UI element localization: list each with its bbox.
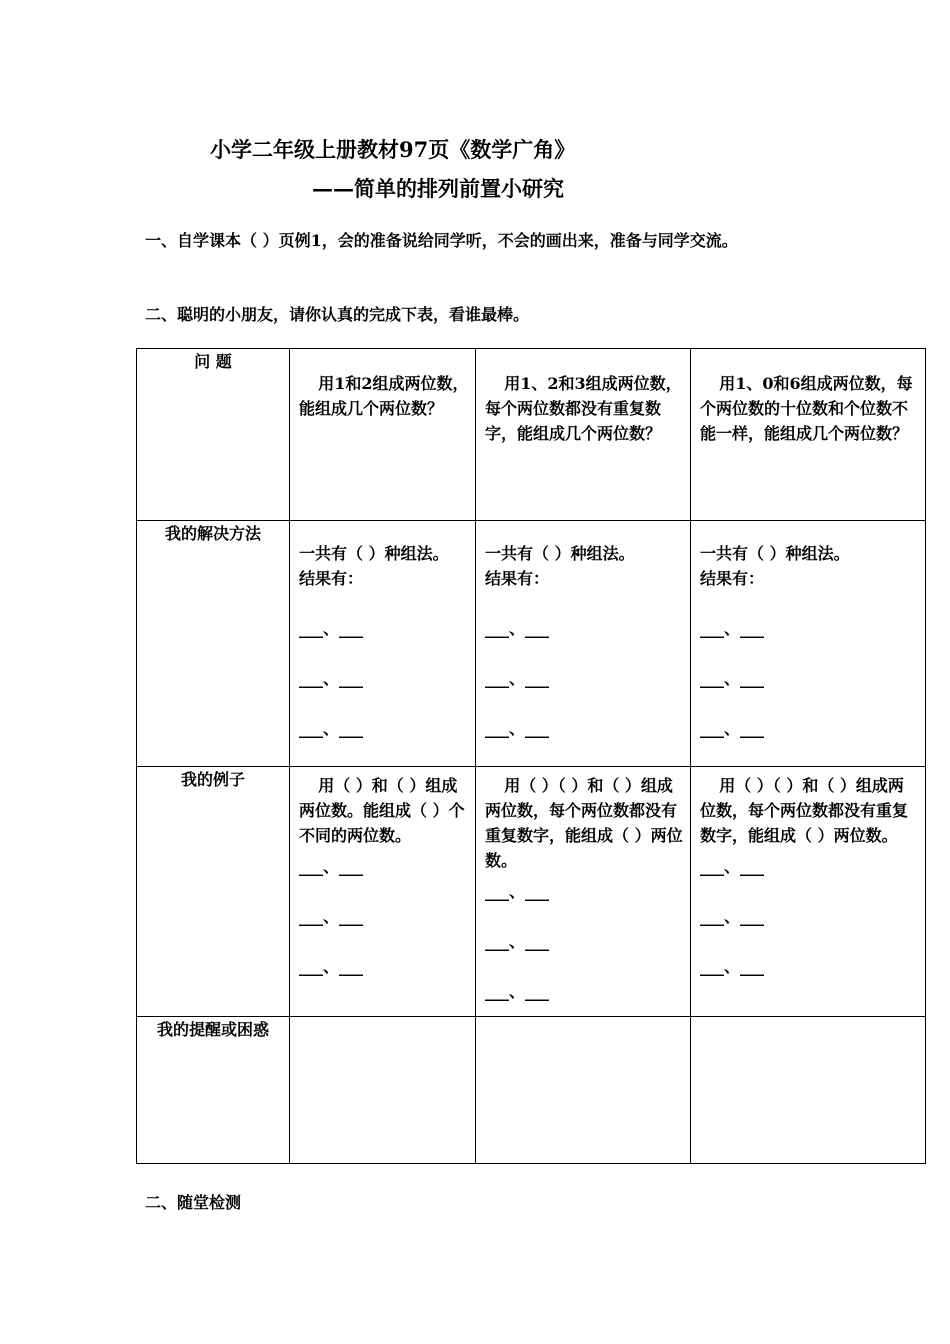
answer-blank[interactable]: ___、___ [485,669,550,688]
answer-blank[interactable]: ___、___ [299,619,364,638]
answer-blank[interactable]: ___、___ [299,857,364,876]
section-table-instruction: 二、聪明的小朋友，请你认真的完成下表，看谁最棒。 [145,305,530,324]
practice-table [136,348,926,1164]
answer-blank[interactable]: ___、___ [700,619,765,638]
table-row-example [137,767,926,1017]
method-cell-2[interactable] [476,521,691,767]
question-cell-1 [290,349,476,521]
row-label-method: 我的解决方法 [137,521,290,767]
section-self-study: 一、自学课本（ ）页例1，会的准备说给同学听，不会的画出来，准备与同学交流。 [145,231,738,250]
example-text: 用（ ）（ ）和（ ）组成两位数，每个两位数都没有重复数字，能组成（ ）两位数。 [485,776,683,870]
reminder-cell-2[interactable] [476,1017,691,1164]
answer-blank[interactable]: ___、___ [485,619,550,638]
method-cell-1[interactable] [290,521,476,767]
answer-blank[interactable]: ___、___ [700,669,765,688]
table-row-reminder [137,1017,926,1164]
reminder-cell-1[interactable] [290,1017,476,1164]
table-row-question [137,349,926,521]
answer-blank[interactable]: ___、___ [485,932,550,951]
row-label-example: 我的例子 [137,767,290,1017]
method-count-line: 一共有（ ）种组法。 [299,544,449,563]
practice-table-container [136,348,925,1163]
example-text: 用（ ）和（ ）组成两位数。能组成（ ）个不同的两位数。 [299,776,465,845]
answer-blank[interactable]: ___、___ [485,719,550,738]
method-result-label: 结果有： [485,569,550,588]
example-cell-1[interactable] [290,767,476,1017]
answer-blank[interactable]: ___、___ [299,719,364,738]
example-text: 用（ ）（ ）和（ ）组成两位数，每个两位数都没有重复数字，能组成（ ）两位数。 [700,776,909,845]
answer-blank[interactable]: ___、___ [700,907,765,926]
question-text: 用1、2和3组成两位数，每个两位数都没有重复数字，能组成几个两位数？ [485,374,682,443]
question-cell-2 [476,349,691,521]
method-cell-3[interactable] [691,521,926,767]
row-label-question: 问 题 [137,349,290,521]
question-text: 用1、0和6组成两位数，每个两位数的十位数和个位数不能一样，能组成几个两位数？ [700,374,913,443]
answer-blank[interactable]: ___、___ [700,857,765,876]
reminder-cell-3[interactable] [691,1017,926,1164]
method-result-label: 结果有： [700,569,765,588]
answer-blank[interactable]: ___、___ [485,982,550,1001]
table-row-method [137,521,926,767]
question-cell-3 [691,349,926,521]
question-text: 用1和2组成两位数，能组成几个两位数？ [299,374,469,418]
answer-blank[interactable]: ___、___ [485,882,550,901]
page-title: 小学二年级上册教材97页《数学广角》 [210,137,576,162]
row-label-reminder: 我的提醒或困惑 [137,1017,290,1164]
example-cell-2[interactable] [476,767,691,1017]
answer-blank[interactable]: ___、___ [299,957,364,976]
section-class-test: 二、随堂检测 [145,1193,242,1212]
method-count-line: 一共有（ ）种组法。 [700,544,850,563]
answer-blank[interactable]: ___、___ [299,907,364,926]
answer-blank[interactable]: ___、___ [700,719,765,738]
method-count-line: 一共有（ ）种组法。 [485,544,635,563]
page-subtitle: ——简单的排列前置小研究 [312,176,564,201]
method-result-label: 结果有： [299,569,364,588]
example-cell-3[interactable] [691,767,926,1017]
answer-blank[interactable]: ___、___ [299,669,364,688]
answer-blank[interactable]: ___、___ [700,957,765,976]
